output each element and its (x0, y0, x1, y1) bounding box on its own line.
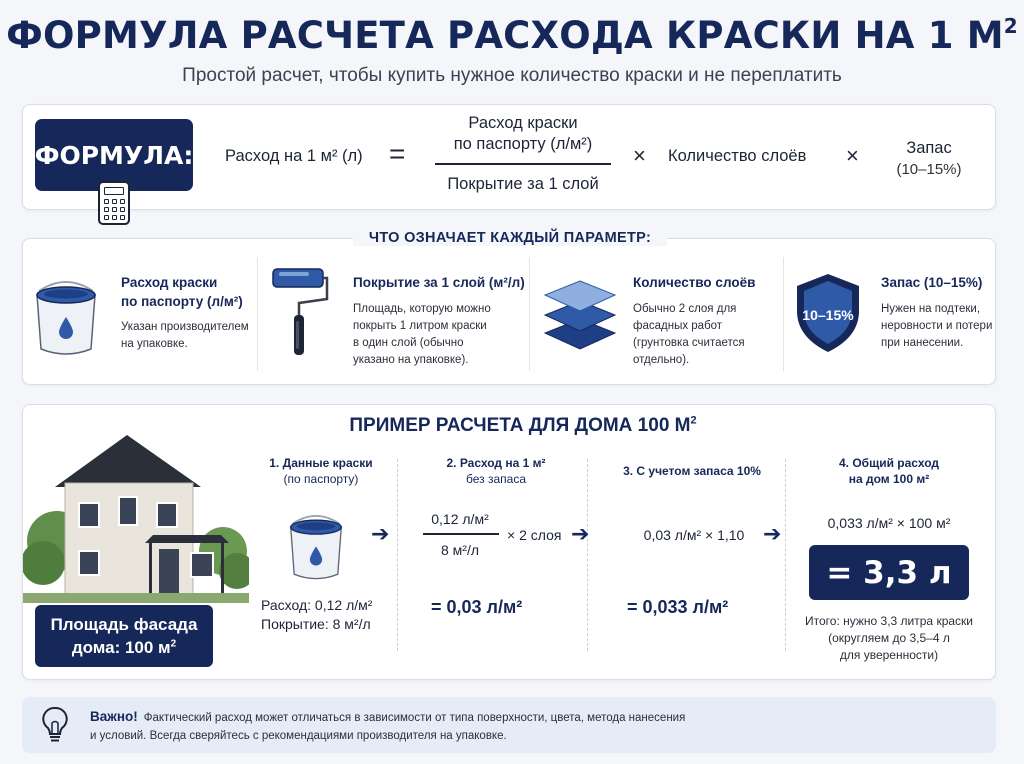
param-desc: Нужен на подтеки, неровности и потери при нанесении. (881, 303, 993, 349)
house-illustration (23, 423, 249, 603)
divider (785, 459, 786, 651)
arrow-icon: ➔ (763, 521, 782, 546)
total-result: = 3,3 л (809, 545, 969, 600)
formula-card (22, 104, 996, 210)
formula-numerator: Расход краски по паспорту (л/м²) (453, 114, 593, 153)
arrow-icon: ➔ (571, 521, 590, 546)
important-note (22, 697, 996, 753)
step2-multiplier: × 2 слоя (507, 527, 562, 543)
param-coverage (269, 257, 529, 375)
layers-icon (541, 275, 619, 355)
page-subtitle: Простой расчет, чтобы купить нужное количество краски и не переплатить (182, 65, 842, 86)
params-title: ЧТО ОЗНАЧАЕТ КАЖДЫЙ ПАРАМЕТР: (353, 230, 667, 246)
divider (257, 257, 258, 371)
step1-data: Расход: 0,12 л/м² Покрытие: 8 м²/л (261, 597, 373, 632)
page-title: ФОРМУЛА РАСЧЕТА РАСХОДА КРАСКИ НА 1 $М^2$ (6, 13, 1018, 57)
formula-denominator: Покрытие за 1 слой (447, 175, 599, 193)
paint-bucket-icon (33, 265, 99, 359)
divider (587, 459, 588, 651)
step4-expression: 0,033 л/м² × 100 м² (827, 515, 951, 531)
param-layers (541, 257, 781, 375)
fraction-line (423, 533, 499, 535)
paint-roller-icon (269, 263, 331, 363)
divider (529, 257, 530, 371)
example-card (22, 404, 996, 680)
calculator-icon (98, 181, 130, 225)
step1-title: 1. Данные краски (по паспорту) (269, 456, 373, 486)
formula-equals: = (389, 138, 406, 169)
shield-icon (793, 271, 863, 355)
param-title: Запас (10–15%) (881, 275, 983, 290)
multiply-sign: × (633, 143, 646, 168)
param-desc: Указан производителем на упаковке. (121, 321, 249, 350)
param-title: Покрытие за 1 слой (м²/л) (353, 275, 525, 290)
result-note: Итого: нужно 3,3 литра краски (округляем до 3,5–4 л для уверенности) (805, 614, 973, 662)
paint-bucket-icon (285, 501, 347, 583)
param-title: Расход краски по паспорту (л/м²) (121, 275, 243, 309)
step2-numerator: 0,12 л/м² (431, 511, 489, 527)
step2-denominator: 8 м²/л (440, 542, 480, 558)
lightbulb-icon (40, 705, 70, 745)
divider (783, 257, 784, 371)
param-reserve (793, 257, 993, 375)
param-desc: Обычно 2 слоя для фасадных работ (грунтовка считается отдельно). (633, 303, 745, 366)
step4-title: 4. Общий расход на дом 100 м² (839, 456, 939, 486)
example-title: ПРИМЕР РАСЧЕТА ДЛЯ ДОМА 100 $М^2$ (349, 414, 697, 436)
param-title: Количество слоёв (633, 275, 756, 290)
param-desc: Площадь, которую можно покрыть 1 литром краски в один слой (обычно указано на упаковке). (353, 303, 491, 366)
shield-badge-text: 10–15% (802, 307, 854, 323)
formula-layers: Количество слоёв (668, 147, 807, 165)
divider (397, 459, 398, 651)
arrow-icon: ➔ (371, 521, 390, 546)
step2-title: 2. Расход на 1 м² без запаса (446, 456, 546, 486)
step3-title: 3. С учетом запаса 10% (623, 464, 761, 478)
param-consumption (33, 257, 258, 375)
facade-area-badge: Площадь фасада дома: 100 $м^2$ (35, 605, 213, 667)
note-text: Важно! Фактический расход может отличаться в зависимости от типа поверхности, цвета, метода нанесения и условий. Всегда сверяйтесь с рекомендациями производителя на упаковке. (90, 709, 686, 742)
formula-reserve: Запас (10–15%) (896, 139, 962, 178)
fraction-line (435, 163, 611, 165)
formula-lhs: Расход на 1 м² (л) (225, 147, 363, 165)
multiply-sign: × (846, 143, 859, 168)
step3-result: = 0,033 л/м² (627, 597, 729, 617)
formula-badge: ФОРМУЛА: (35, 119, 193, 191)
step3-expression: 0,03 л/м² × 1,10 (643, 527, 745, 543)
params-card (22, 230, 996, 385)
step2-result: = 0,03 л/м² (431, 597, 523, 617)
